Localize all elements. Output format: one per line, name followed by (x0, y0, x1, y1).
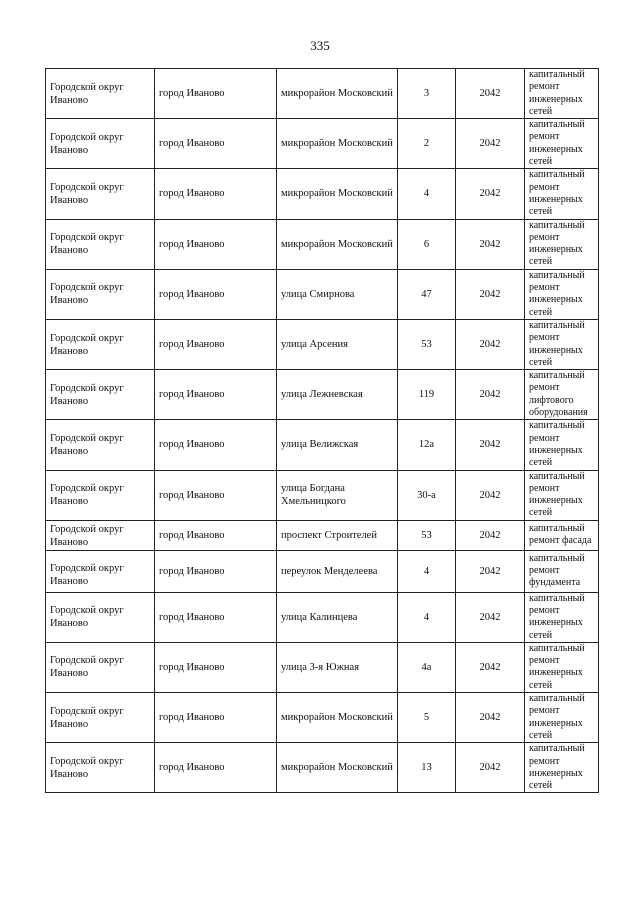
street-cell: микрорайон Московский (277, 219, 398, 269)
city-cell: город Иваново (155, 743, 277, 793)
table-row (46, 119, 599, 169)
district-cell: Городской округ Иваново (46, 420, 155, 470)
house-cell: 4 (398, 169, 456, 219)
year-cell: 2042 (456, 319, 525, 369)
city-cell: город Иваново (155, 642, 277, 692)
table-row (46, 470, 599, 520)
district-cell: Городской округ Иваново (46, 592, 155, 642)
city-cell: город Иваново (155, 693, 277, 743)
year-cell: 2042 (456, 743, 525, 793)
page-number: 335 (310, 38, 330, 53)
work-cell: капитальный ремонт инженерных сетей (525, 592, 599, 642)
district-cell: Городской округ Иваново (46, 520, 155, 550)
work-cell: капитальный ремонт инженерных сетей (525, 319, 599, 369)
street-cell: микрорайон Московский (277, 743, 398, 793)
district-cell: Городской округ Иваново (46, 219, 155, 269)
work-cell: капитальный ремонт фасада (525, 520, 599, 550)
house-cell: 4а (398, 642, 456, 692)
house-cell: 4 (398, 550, 456, 592)
street-cell: микрорайон Московский (277, 69, 398, 119)
district-cell: Городской округ Иваново (46, 169, 155, 219)
street-cell: микрорайон Московский (277, 169, 398, 219)
work-cell: капитальный ремонт лифтового оборудования (525, 370, 599, 420)
work-cell: капитальный ремонт инженерных сетей (525, 470, 599, 520)
work-cell: капитальный ремонт инженерных сетей (525, 420, 599, 470)
table-row (46, 219, 599, 269)
year-cell: 2042 (456, 420, 525, 470)
work-cell: капитальный ремонт фундамента (525, 550, 599, 592)
house-cell: 119 (398, 370, 456, 420)
house-cell: 6 (398, 219, 456, 269)
street-cell: микрорайон Московский (277, 693, 398, 743)
street-cell: улица 3-я Южная (277, 642, 398, 692)
house-cell: 4 (398, 592, 456, 642)
city-cell: город Иваново (155, 169, 277, 219)
house-cell: 12а (398, 420, 456, 470)
house-cell: 30-а (398, 470, 456, 520)
house-cell: 53 (398, 319, 456, 369)
work-cell: капитальный ремонт инженерных сетей (525, 119, 599, 169)
house-cell: 3 (398, 69, 456, 119)
year-cell: 2042 (456, 269, 525, 319)
table-row (46, 693, 599, 743)
table-row (46, 642, 599, 692)
house-cell: 5 (398, 693, 456, 743)
house-cell: 13 (398, 743, 456, 793)
street-cell: улица Арсения (277, 319, 398, 369)
year-cell: 2042 (456, 470, 525, 520)
house-cell: 47 (398, 269, 456, 319)
street-cell: улица Лежневская (277, 370, 398, 420)
city-cell: город Иваново (155, 470, 277, 520)
year-cell: 2042 (456, 592, 525, 642)
table-row (46, 550, 599, 592)
year-cell: 2042 (456, 520, 525, 550)
district-cell: Городской округ Иваново (46, 550, 155, 592)
table-row (46, 269, 599, 319)
district-cell: Городской округ Иваново (46, 470, 155, 520)
house-cell: 53 (398, 520, 456, 550)
work-cell: капитальный ремонт инженерных сетей (525, 642, 599, 692)
street-cell: проспект Строителей (277, 520, 398, 550)
registry-table (45, 68, 599, 793)
street-cell: улица Калинцева (277, 592, 398, 642)
work-cell: капитальный ремонт инженерных сетей (525, 743, 599, 793)
table-row (46, 743, 599, 793)
year-cell: 2042 (456, 219, 525, 269)
city-cell: город Иваново (155, 550, 277, 592)
work-cell: капитальный ремонт инженерных сетей (525, 69, 599, 119)
city-cell: город Иваново (155, 219, 277, 269)
year-cell: 2042 (456, 693, 525, 743)
work-cell: капитальный ремонт инженерных сетей (525, 693, 599, 743)
street-cell: улица Богдана Хмельницкого (277, 470, 398, 520)
year-cell: 2042 (456, 370, 525, 420)
city-cell: город Иваново (155, 319, 277, 369)
district-cell: Городской округ Иваново (46, 370, 155, 420)
city-cell: город Иваново (155, 370, 277, 420)
street-cell: микрорайон Московский (277, 119, 398, 169)
city-cell: город Иваново (155, 520, 277, 550)
district-cell: Городской округ Иваново (46, 319, 155, 369)
district-cell: Городской округ Иваново (46, 269, 155, 319)
city-cell: город Иваново (155, 69, 277, 119)
table-row (46, 319, 599, 369)
table-row (46, 69, 599, 119)
year-cell: 2042 (456, 550, 525, 592)
district-cell: Городской округ Иваново (46, 119, 155, 169)
year-cell: 2042 (456, 119, 525, 169)
year-cell: 2042 (456, 169, 525, 219)
city-cell: город Иваново (155, 420, 277, 470)
district-cell: Городской округ Иваново (46, 642, 155, 692)
district-cell: Городской округ Иваново (46, 693, 155, 743)
street-cell: улица Смирнова (277, 269, 398, 319)
table-row (46, 592, 599, 642)
work-cell: капитальный ремонт инженерных сетей (525, 219, 599, 269)
year-cell: 2042 (456, 642, 525, 692)
work-cell: капитальный ремонт инженерных сетей (525, 169, 599, 219)
street-cell: переулок Менделеева (277, 550, 398, 592)
table-row (46, 370, 599, 420)
district-cell: Городской округ Иваново (46, 743, 155, 793)
city-cell: город Иваново (155, 269, 277, 319)
district-cell: Городской округ Иваново (46, 69, 155, 119)
house-cell: 2 (398, 119, 456, 169)
table-row (46, 520, 599, 550)
work-cell: капитальный ремонт инженерных сетей (525, 269, 599, 319)
street-cell: улица Велижская (277, 420, 398, 470)
city-cell: город Иваново (155, 592, 277, 642)
city-cell: город Иваново (155, 119, 277, 169)
table-row (46, 169, 599, 219)
table-row (46, 420, 599, 470)
year-cell: 2042 (456, 69, 525, 119)
